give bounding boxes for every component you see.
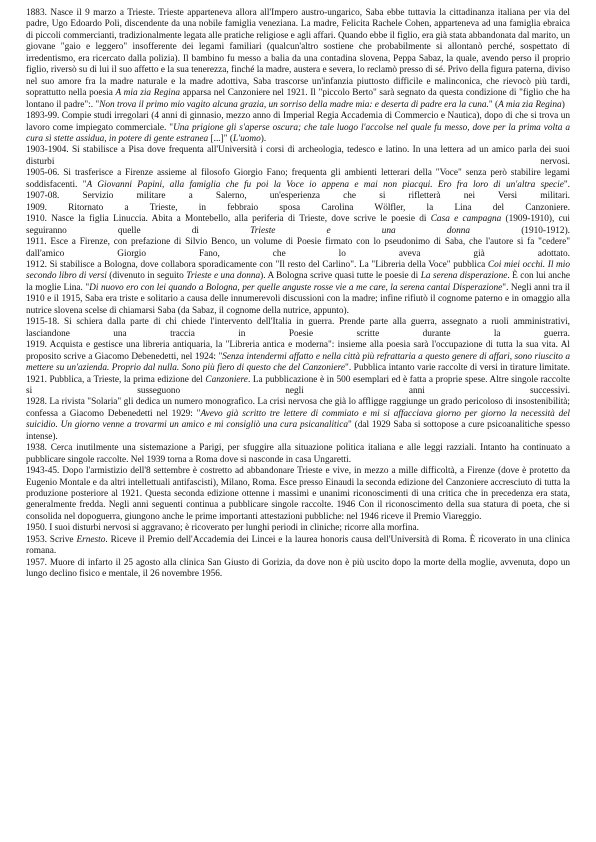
entry-text: 1903-1904. Si stabilisce a Pisa dove frequenta all'Università i corsi di archeologia, tedesco e latino. In una lettera ad un amico parla dei suoi disturbi nervosi.	[26, 145, 570, 167]
entry-text: " (	[488, 99, 499, 110]
chronology-entry	[26, 397, 570, 443]
entry-text: 1883. Nasce il 9 marzo a Trieste. Trieste apparteneva allora all'Impero austro-ungarico, Saba ebbe tuttavia la cittadinanza italiana per via del padre, Ugo Edoardo Poli, discendente da una nobile famiglia veneziana. La madre, Felicita Rachele Cohen, apparteneva ad una famiglia ebraica di piccoli commercianti, tradizionalmente legata alle pratiche religiose e agli affari. Quando ebbe il figlio, era già stata abbandonata dal marito, un giovane "gaio e leggero" insofferente dei legami familiari (qualcun'altro sostiene che probabilmente si allontanò perché, sospettato di irredentismo, era ricercato dalla polizia). Il bambino fu messo a balia da una contadina slovena, Peppa Sabaz, la quale, avendo perso il proprio figlio, riversò su di lui il suo affetto e la sua tenerezza, finché la madre, austera e severa, lo reclamò presso di sé. Privo della figura paterna, diviso nel suo amore fra la madre naturale e la madre adottiva, Saba trascorse un'infanzia piuttosto difficile e malinconica, che rievocò più tardi, soprattutto nella poesia	[26, 8, 570, 99]
italic-title-text: Casa e campagna	[430, 214, 502, 225]
entry-text: ). A Bologna scrive quasi tutte le poesie di	[260, 271, 421, 282]
entry-text: 1957. Muore di infarto il 25 agosto alla clinica San Giusto di Gorizia, da dove non è più uscito dopo la morte della moglie, avvenuta, dopo un lungo declino fisico e mentale, il 26 novembre 1956.	[26, 557, 570, 580]
biography-chronology	[26, 8, 570, 581]
entry-text: . La pubblicazione è in 500 esemplari ed è fatta a proprie spese. Altre singole raccolte si susseguono negli anni successivi.	[26, 374, 570, 396]
entry-text: apparsa nel Canzoniere nel 1921. Il "piccolo Berto" sarà segnato da questa condizione di "figlio che ha lontano il padre":. "	[26, 88, 570, 110]
entry-text: (1909-1910), cui seguiranno quelle di	[26, 214, 570, 236]
entry-text: ".	[563, 179, 570, 190]
entry-text: 1919. Acquista e gestisce una libreria antiquaria, la "Libreria antica e moderna": insieme alla poesia sarà l'occupazione di tutta la sua vita. Al proposito scrive a Giacomo Debenedetti, nel 1924: "	[26, 340, 570, 362]
italic-title-text: La serena disperazione	[420, 271, 508, 282]
italic-title-text: L'uomo	[232, 133, 261, 144]
chronology-entry	[26, 340, 570, 374]
chronology-entry	[26, 191, 570, 202]
entry-text: . Riceve il Premio dell'Accademia dei Lincei e la laurea honoris causa dell'Università di Roma. È ricoverato in una clinica romana.	[26, 534, 570, 557]
italic-title-text: Trieste e una donna	[250, 225, 471, 236]
entry-text: " (dal 1929 Saba si sottopose a cure psicoanalitiche spesso intense).	[26, 420, 570, 442]
entry-text: 1915-18. Si schiera dalla parte di chi chiede l'intervento dell'Italia in guerra. Prende parte alla guerra, assegnato a ruoli amministrativi, lasciandone una traccia in Poesie scritte durante la guerra.	[26, 317, 570, 339]
chronology-entry	[26, 523, 570, 534]
entry-text: 1928. La rivista "Solaria" gli dedica un numero monografico. La crisi nervosa che già lo affligge raggiunge un grado pericoloso di insostenibilità; confessa a Giacomo Debenedetti nel 1929: "	[26, 397, 570, 419]
entry-text: ).	[260, 133, 267, 144]
chronology-entry	[26, 260, 570, 317]
chronology-entry	[26, 111, 570, 145]
entry-text: 1910. Nasce la figlia Linuccia. Abita a Montebello, alla periferia di Trieste, dove scrive le poesie di	[26, 214, 431, 225]
italic-title-text: A Giovanni Papini, alla famiglia che fu poi la Voce io appena e mai non piacqui. Ero fra loro di un'altra specie	[86, 179, 564, 190]
chronology-entry	[26, 145, 570, 168]
entry-text: (divenuto in seguito	[106, 271, 187, 282]
entry-text: ". Negli anni tra il 1910 e il 1915, Saba era triste e solitario a causa delle innumerevoli discussioni con la madre; infine rifiutò il cognome paterno e in omaggio alla nutrice slovena scelse di chiamarsi Saba (da Sabaz, il cognome della nutrice, appunto).	[26, 282, 570, 316]
entry-text: 1893-99. Compie studi irregolari (4 anni di ginnasio, mezzo anno di Imperial Regia Accademia di Commercio e Nautica), dopo di che si trova un lavoro come impiegato commerciale. "	[26, 111, 570, 133]
italic-title-text: Coi miei occhi. Il mio secondo libro di versi	[26, 259, 571, 282]
entry-text: 1905-06. Si trasferisce a Firenze assieme al filosofo Giorgio Fano; frequenta gli ambienti letterari della "Voce" senza però stabilire legami soddisfacenti. "	[26, 168, 570, 190]
italic-title-text: Avevo già scritto tre lettere di commiato e mi si affacciava giorno per giorno la necessità del suicidio. Un giorno venne a trovarmi un amico e mi consigliò una cura psicanalitica	[26, 408, 570, 431]
entry-text: 1907-08. Servizio militare a Salerno, un'esperienza che si rifletterà nei Versi militari.	[26, 191, 570, 202]
chronology-entry	[26, 535, 570, 558]
entry-text: . È con lui anche la moglie Lina. "	[26, 271, 570, 293]
chronology-entry	[26, 558, 570, 581]
chronology-entry	[26, 443, 570, 466]
chronology-entry	[26, 8, 570, 111]
entry-text: 1943-45. Dopo l'armistizio dell'8 settembre è costretto ad abbandonare Trieste e vive, in mezzo a mille difficoltà, a Firenze (dove è protetto da Eugenio Montale e da altri intellettuali antifascisti), Milano, Roma. Esce presso Einaudi la seconda edizione del Canzoniere accresciuto di tutta la produzione posteriore al 1921. Questa seconda edizione ottenne i massimi e unanimi riconoscimenti di una critica che in precedenza era stata, generalmente fredda. Negli anni seguenti continua a pubblicare singole raccolte. 1946 Con il riconoscimento della sua statura di poeta, che si consolida nel dopoguerra, giungono anche le prime importanti attestazioni pubbliche: nel 1946 riceve il Premio Viareggio.	[26, 466, 570, 522]
italic-title-text: A mia zia Regina	[498, 99, 562, 110]
italic-title-text: Trieste e una donna	[186, 271, 261, 282]
entry-text: 1911. Esce a Firenze, con prefazione di Silvio Benco, un volume di Poesie firmato con lo pseudonimo di Saba, che l'autore si fa "cedere" dall'amico Giorgio Fano, che lo aveva già adottato.	[26, 237, 570, 259]
chronology-entry	[26, 237, 570, 260]
entry-text: 1921. Pubblica, a Trieste, la prima edizione del	[26, 374, 206, 385]
entry-text: 1953. Scrive	[26, 534, 77, 545]
chronology-entry	[26, 203, 570, 214]
chronology-entry	[26, 317, 570, 340]
entry-text: 1950. I suoi disturbi nervosi si aggravano; è ricoverato per lunghi periodi in cliniche; ricorre alla morfina.	[26, 523, 419, 534]
entry-text: )	[561, 99, 565, 110]
italic-title-text: Ernesto	[76, 534, 106, 545]
entry-text: (1910-1912).	[470, 225, 570, 236]
italic-title-text: Canzoniere	[205, 374, 248, 385]
italic-title-text: Non trova il primo mio vagito alcuna grazia, un sorriso della madre mia: e deserta di padre era la cuna.	[99, 99, 489, 110]
chronology-entry	[26, 214, 570, 237]
italic-title-text: A mia zia Regina	[115, 88, 181, 99]
italic-title-text: Senza intendermi affatto e nella città più refrattaria a questo genere di affari, sono riuscito a mettere su un'azienda. Proprio dal nulla. Sono più fiero di questo che del Canzoniere	[26, 351, 570, 374]
chronology-entry	[26, 375, 570, 398]
entry-text: 1938. Cerca inutilmente una sistemazione a Parigi, per sfuggire alla situazione politica italiana e alle leggi razziali. Intanto ha continuato a pubblicare singole raccolte. Nel 1939 torna a Roma dove si nasconde in casa Ungaretti.	[26, 443, 570, 465]
italic-title-text: Di nuovo ero con lei quando a Bologna, per quelle anguste rosse vie a me care, la serena cantai Disperazione	[89, 282, 503, 293]
entry-text: 1909. Ritornato a Trieste, in febbraio sposa Carolina Wölfler, la Lina del Canzoniere.	[26, 202, 570, 213]
entry-text: ". Pubblica intanto varie raccolte di versi in tirature limitate.	[345, 363, 570, 374]
entry-text: 1912. Si stabilisce a Bologna, dove collabora sporadicamente con "Il resto del Carlino". La "Libreria della Voce" pubblica	[26, 259, 488, 270]
chronology-entry	[26, 466, 570, 523]
italic-title-text: Una prigione gli s'aperse oscura; che tale luogo l'accolse nel quale fu messo, dove per la prima volta a cura sì stette assidua, in potere di gente estranea	[26, 122, 570, 144]
entry-text: [...]" (	[208, 133, 233, 144]
chronology-entry	[26, 168, 570, 191]
